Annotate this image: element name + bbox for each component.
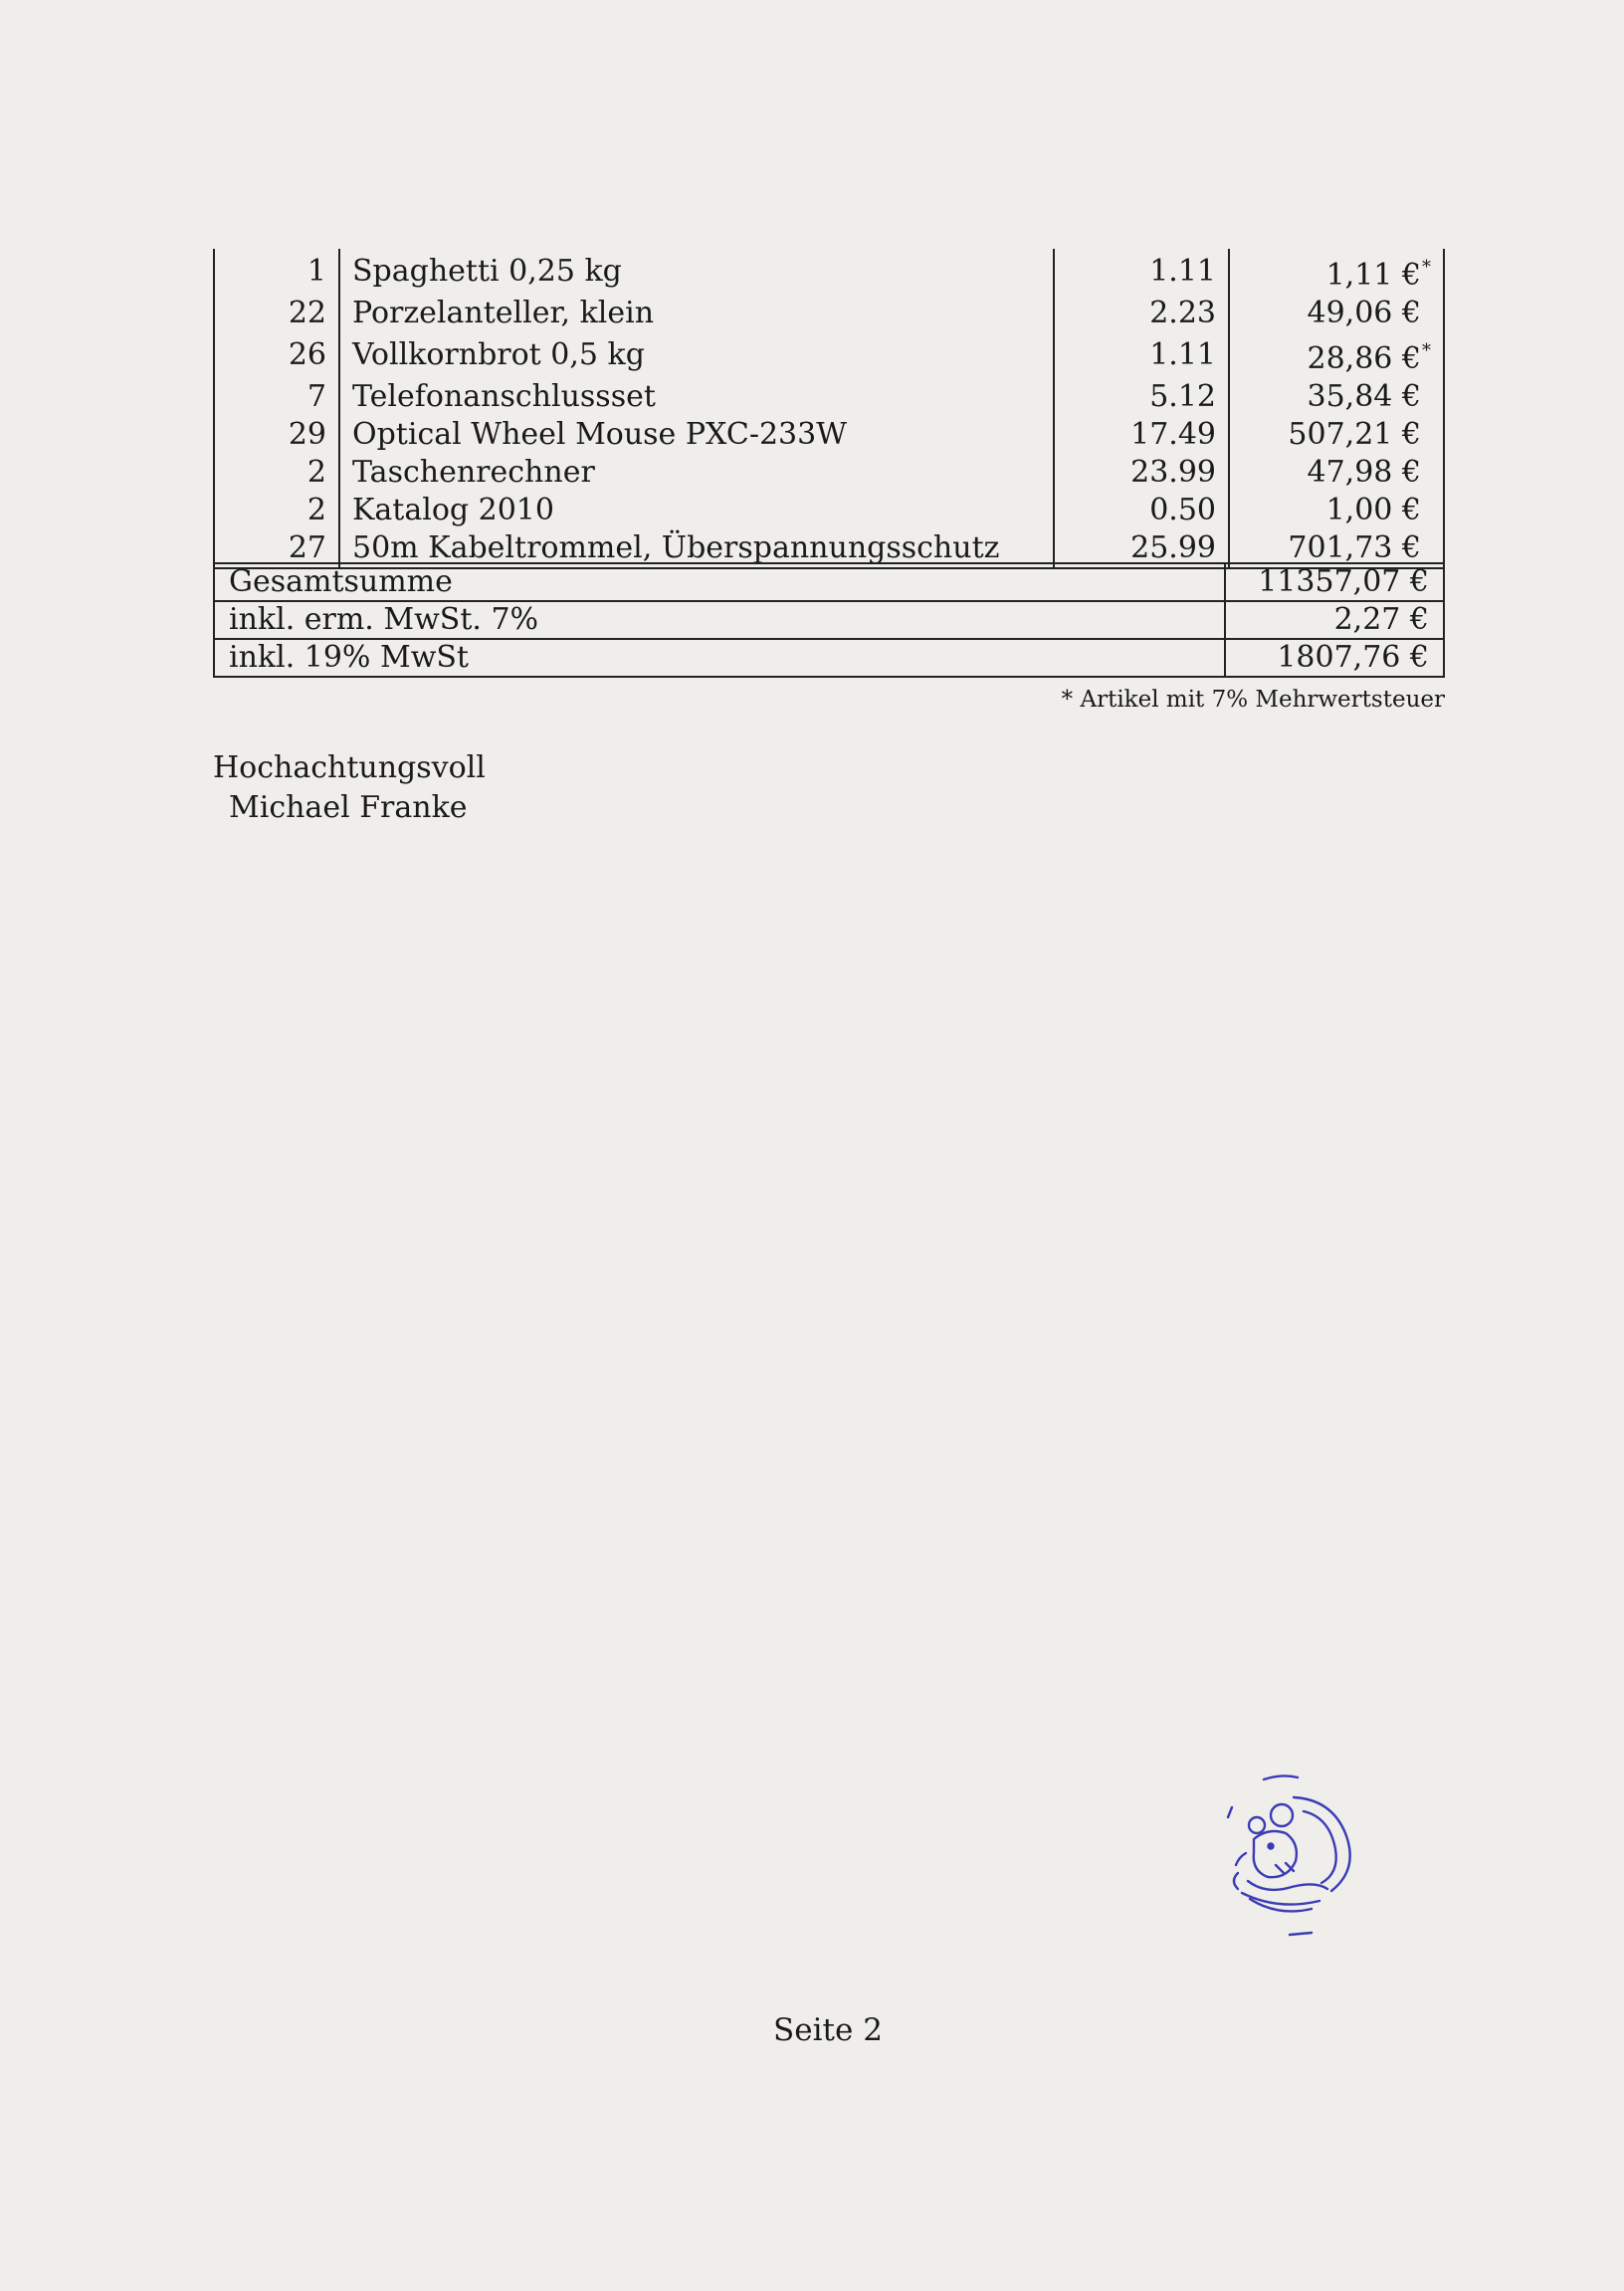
item-total: 1,11 € — [1325, 258, 1421, 293]
signature-name: Michael Franke — [229, 790, 468, 825]
item-total: 49,06 € — [1307, 296, 1421, 330]
item-total: 1,00 € — [1325, 493, 1421, 527]
item-total-cell — [1229, 492, 1444, 529]
item-price: 2.23 — [1054, 295, 1229, 332]
item-total-cell — [1229, 454, 1444, 492]
totals-label: Gesamtsumme — [214, 563, 1225, 601]
item-description: Porzelanteller, klein — [339, 295, 1054, 332]
item-total-cell — [1229, 378, 1444, 416]
page-number: Seite 2 — [773, 2012, 883, 2048]
totals-table — [213, 562, 1445, 678]
table-row — [214, 454, 1444, 492]
totals-amount: 11357,07 € — [1225, 563, 1444, 601]
item-total-cell — [1229, 295, 1444, 332]
item-price: 1.11 — [1054, 249, 1229, 295]
item-total: 701,73 € — [1288, 530, 1421, 565]
item-total: 47,98 € — [1307, 455, 1421, 490]
item-qty: 26 — [214, 332, 339, 378]
totals-amount: 1807,76 € — [1225, 639, 1444, 677]
item-total-cell — [1229, 249, 1444, 295]
table-row — [214, 492, 1444, 529]
item-qty: 29 — [214, 416, 339, 454]
item-total-cell — [1229, 416, 1444, 454]
item-total: 507,21 € — [1288, 417, 1421, 452]
item-price: 0.50 — [1054, 492, 1229, 529]
item-qty: 22 — [214, 295, 339, 332]
item-price: 1.11 — [1054, 332, 1229, 378]
table-row — [214, 416, 1444, 454]
item-description: 50m Kabeltrommel, Überspannungsschutz — [339, 529, 1054, 568]
item-qty: 1 — [214, 249, 339, 295]
item-description: Katalog 2010 — [339, 492, 1054, 529]
items-table — [213, 249, 1445, 569]
totals-amount: 2,27 € — [1225, 601, 1444, 639]
closing-greeting: Hochachtungsvoll — [213, 750, 486, 785]
totals-row — [214, 639, 1444, 677]
item-price: 23.99 — [1054, 454, 1229, 492]
totals-row — [214, 601, 1444, 639]
vat-footnote: * Artikel mit 7% Mehrwertsteuer — [1061, 687, 1445, 713]
item-description: Taschenrechner — [339, 454, 1054, 492]
item-qty: 27 — [214, 529, 339, 568]
table-row — [214, 249, 1444, 295]
table-row — [214, 332, 1444, 378]
totals-label: inkl. 19% MwSt — [214, 639, 1225, 677]
item-total: 35,84 € — [1307, 379, 1421, 414]
item-description: Vollkornbrot 0,5 kg — [339, 332, 1054, 378]
item-price: 5.12 — [1054, 378, 1229, 416]
item-description: Telefonanschlussset — [339, 378, 1054, 416]
item-qty: 2 — [214, 492, 339, 529]
item-total: 28,86 € — [1307, 341, 1421, 376]
item-price: 25.99 — [1054, 529, 1229, 568]
table-row — [214, 295, 1444, 332]
totals-row — [214, 563, 1444, 601]
item-qty: 2 — [214, 454, 339, 492]
item-qty: 7 — [214, 378, 339, 416]
item-price: 17.49 — [1054, 416, 1229, 454]
closing-block — [213, 748, 486, 828]
totals-label: inkl. erm. MwSt. 7% — [214, 601, 1225, 639]
item-total-cell — [1229, 332, 1444, 378]
vat-mark: * — [1422, 340, 1431, 361]
vat-mark: * — [1422, 257, 1431, 278]
mouse-stamp-icon — [1224, 1773, 1363, 1943]
item-description: Spaghetti 0,25 kg — [339, 249, 1054, 295]
table-row — [214, 378, 1444, 416]
item-description: Optical Wheel Mouse PXC-233W — [339, 416, 1054, 454]
